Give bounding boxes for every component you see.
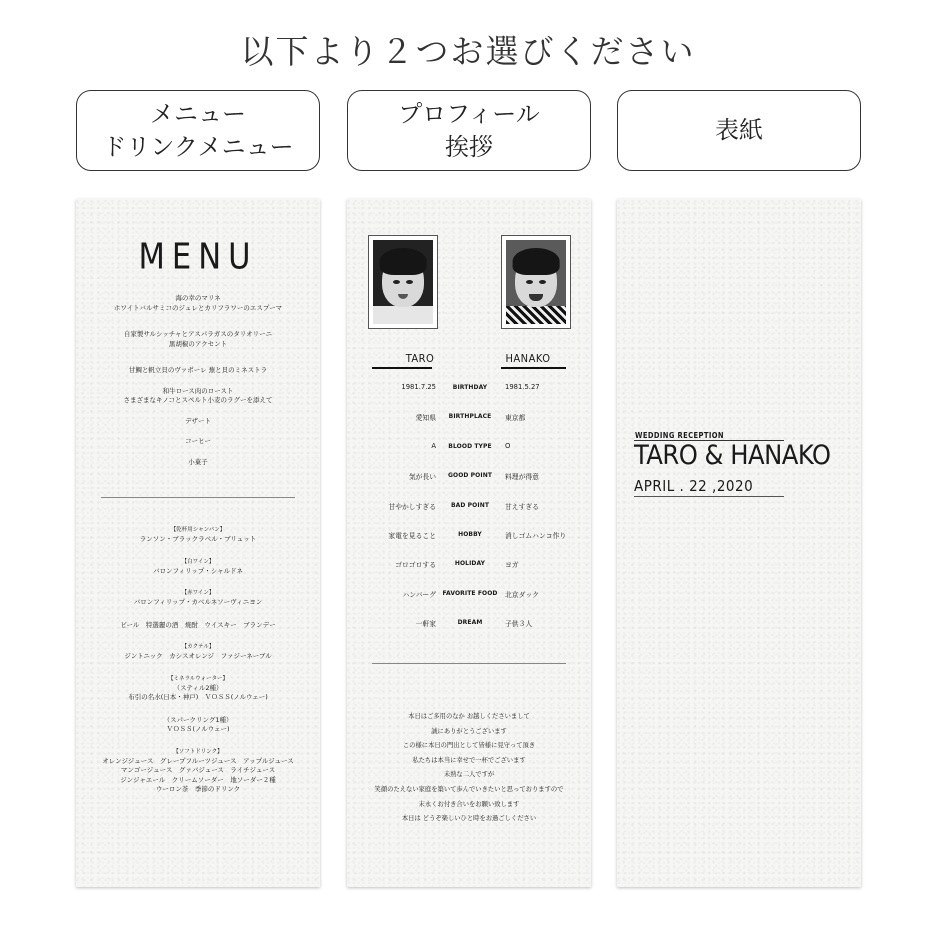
profile-label: GOOD POINT xyxy=(447,472,493,480)
drink-item: マンゴージュース グァバジュース ライチジュース xyxy=(120,766,276,774)
profile-label: HOLIDAY xyxy=(454,560,486,568)
menu-course xyxy=(76,330,320,349)
option-label-line2: 挨拶 xyxy=(445,132,493,161)
menu-course-line: 甘鯛と帆立貝のヴァポーレ 蕪と貝のミネストラ xyxy=(128,366,268,374)
profile-row xyxy=(347,617,591,629)
menu-course-line: 自家製サルシッチャとアスパラガスのタリオリーニ xyxy=(123,330,273,338)
profile-groom-value: 愛知県 xyxy=(415,414,436,423)
drink-item: ジントニック カシスオレンジ ファジーネーブル xyxy=(124,652,272,660)
divider xyxy=(372,663,566,664)
option-label-line1: メニュー xyxy=(150,99,246,128)
drink-item: ビール 特選麗の酒 焼酎 ウイスキー ブランデー xyxy=(120,620,276,629)
profile-label: BAD POINT xyxy=(450,501,490,509)
drink-item: バロンフィリップ・シャルドネ xyxy=(152,566,244,575)
profile-label: BLOOD TYPE xyxy=(448,442,492,450)
cover-card xyxy=(617,199,861,887)
profile-row xyxy=(347,382,591,394)
greeting-line: この様に本日の門出として皆様に見守って頂き xyxy=(402,742,536,750)
groom-photo xyxy=(368,235,438,329)
drink-item: バロンフィリップ・カベルネソーヴィニヨン xyxy=(133,598,263,606)
greeting-line: 本日は どうぞ楽しいひと時をお過ごしください xyxy=(401,815,537,823)
cover-date: APRIL . 22 ,2020 xyxy=(634,477,754,495)
profile-bride-value: 北京ダック xyxy=(505,590,539,599)
drink-group xyxy=(76,675,320,703)
drink-item: 布引の名水(日本・神戸) ＶＯＳＳ(ノルウェー) xyxy=(128,693,268,701)
bride-photo xyxy=(501,235,571,329)
drink-list xyxy=(76,526,320,808)
drink-item: ジンジャエール クリームソーダー 地ソーダー２種 xyxy=(120,775,276,784)
menu-course xyxy=(76,437,320,447)
greeting-line: 私たちは本当に幸せで一杯でございます xyxy=(412,756,526,764)
cover-couple-names: TARO & HANAKO xyxy=(634,440,831,471)
profile-label: BIRTHPLACE xyxy=(448,413,492,421)
profile-row xyxy=(347,588,591,600)
profile-bride-value: 消しゴムハンコ作り xyxy=(505,532,567,540)
profile-bride-value: 料理が得意 xyxy=(505,473,539,482)
drink-group xyxy=(76,643,320,662)
profile-row xyxy=(347,441,591,453)
profile-label: HOBBY xyxy=(458,531,482,538)
profile-row xyxy=(347,411,591,423)
profile-card xyxy=(347,199,591,887)
option-cover-button[interactable] xyxy=(617,90,861,171)
drink-group xyxy=(76,558,320,577)
profile-groom-value: ハンバーグ xyxy=(402,590,436,599)
drink-group-heading: 【乾杯用シャンパン】 xyxy=(170,527,226,533)
greeting-line: 本日はご多用のなか お越しくださいまして xyxy=(408,713,530,720)
drink-group xyxy=(76,716,320,735)
drink-item: オレンジジュース グレープフルーツジュース アップルジュース xyxy=(102,756,294,765)
menu-course xyxy=(76,387,320,406)
drink-item: ウーロン茶 季節のドリンク xyxy=(155,785,241,793)
drink-group-heading: 【カクテル】 xyxy=(181,644,215,650)
menu-course-line: ホワイトバルサミコのジュレとカリフラワーのエスプーマ xyxy=(113,303,283,312)
profile-bride-value: 子供３人 xyxy=(505,620,533,629)
greeting-message xyxy=(347,710,591,827)
option-label-line2: ドリンクメニュー xyxy=(102,132,294,161)
profile-groom-value: A xyxy=(431,441,436,450)
drink-group-heading: 【ミネラルウォーター】 xyxy=(167,675,229,682)
menu-course-line: 和牛ロース肉のロースト xyxy=(162,386,234,395)
menu-card xyxy=(76,199,320,887)
menu-course-list xyxy=(76,294,320,478)
profile-row xyxy=(347,558,591,570)
cover-subtitle: WEDDING RECEPTION xyxy=(635,431,724,440)
divider xyxy=(101,497,295,498)
menu-course-line: 黒胡椒のアクセント xyxy=(168,339,228,348)
drink-item: ランソン・ブラックラベル・ブリュット xyxy=(139,535,257,543)
profile-groom-value: 気が長い xyxy=(408,473,436,482)
profile-groom-value: 1981.7.25 xyxy=(401,383,436,391)
greeting-line: 笑顔のたえない家庭を築いて歩んでいきたいと思っておりますので xyxy=(374,785,564,793)
drink-group xyxy=(76,621,320,631)
bride-name-underline xyxy=(501,367,566,369)
drink-group-heading: 【白ワイン】 xyxy=(181,558,215,565)
page-heading: 以下より２つお選びください xyxy=(240,32,696,71)
profile-groom-value: ゴロゴロする xyxy=(395,561,436,570)
menu-course-line: 小菓子 xyxy=(188,457,208,466)
profile-bride-value: 1981.5.27 xyxy=(505,383,540,391)
option-profile-button[interactable] xyxy=(347,90,591,171)
option-label-line1: 表紙 xyxy=(715,116,763,144)
profile-bride-value: 東京都 xyxy=(505,414,526,423)
menu-course xyxy=(76,458,320,468)
option-label-line1: プロフィール xyxy=(398,99,540,128)
greeting-line: 誠にありがとうございます xyxy=(431,727,507,735)
menu-course xyxy=(76,366,320,376)
drink-item: （スティル2種） xyxy=(173,683,223,692)
menu-course xyxy=(76,417,320,427)
menu-course-line: デザート xyxy=(185,416,211,425)
profile-label: BIRTHDAY xyxy=(452,384,488,391)
profile-bride-value: ヨガ xyxy=(505,561,519,570)
drink-group xyxy=(76,748,320,795)
greeting-line: 末永くお付き合いをお願い致します xyxy=(418,800,520,808)
profile-label: FAVORITE FOOD xyxy=(442,589,498,597)
groom-name: TARO xyxy=(405,352,435,365)
profile-bride-value: 甘えすぎる xyxy=(505,502,539,511)
menu-title: MENU xyxy=(138,236,258,278)
drink-item: ＶＯＳＳ(ノルウェー) xyxy=(166,725,230,733)
drink-group-heading: 【赤ワイン】 xyxy=(181,590,215,596)
profile-row xyxy=(347,529,591,541)
groom-name-underline xyxy=(372,367,432,369)
greeting-line: 未熟な二人ですが xyxy=(443,771,495,779)
profile-bride-value: O xyxy=(505,441,511,450)
menu-course xyxy=(76,294,320,313)
profile-groom-value: 一軒家 xyxy=(415,620,436,629)
menu-course-line: さまざまなキノコとスペルト小麦のラグーを添えて xyxy=(123,396,273,404)
bride-name: HANAKO xyxy=(505,352,551,365)
cover-rule-bottom xyxy=(634,496,784,497)
drink-group-heading: 【ソフトドリンク】 xyxy=(173,748,223,755)
menu-course-line: 海の幸のマリネ xyxy=(175,294,221,302)
profile-row xyxy=(347,500,591,512)
drink-group xyxy=(76,589,320,608)
profile-row xyxy=(347,470,591,482)
drink-item: （スパークリング1種） xyxy=(163,715,233,724)
menu-course-line: コーヒー xyxy=(185,437,211,445)
option-menu-button[interactable] xyxy=(76,90,320,171)
profile-groom-value: 家電を見ること xyxy=(388,532,436,540)
drink-group xyxy=(76,526,320,545)
profile-label: DREAM xyxy=(457,619,483,627)
profile-groom-value: 甘やかしすぎる xyxy=(388,502,436,511)
